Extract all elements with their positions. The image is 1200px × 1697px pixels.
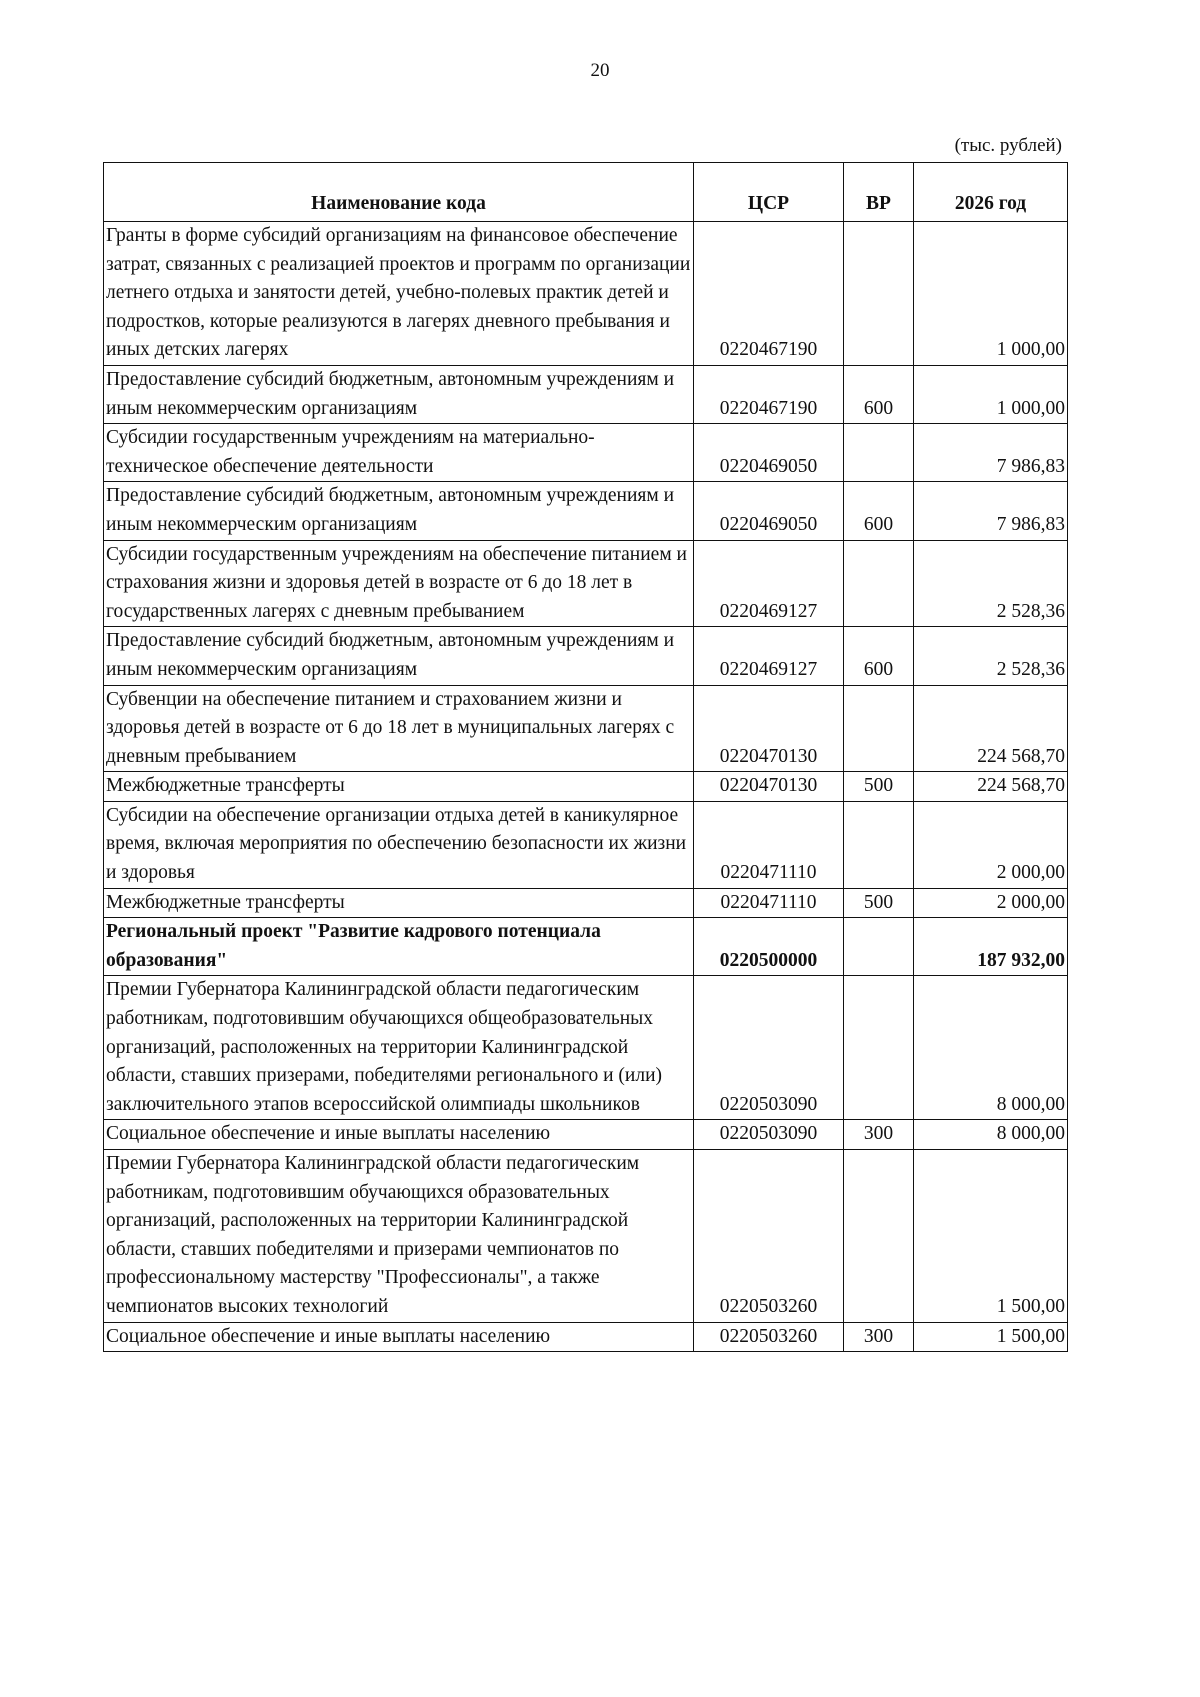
row-sum-cell: 7 986,83 bbox=[914, 424, 1068, 482]
table-row bbox=[104, 918, 1068, 976]
row-sum-cell: 2 000,00 bbox=[914, 801, 1068, 888]
row-vr-cell bbox=[844, 801, 914, 888]
row-csr-cell: 0220470130 bbox=[694, 685, 844, 772]
units-label: (тыс. рублей) bbox=[954, 135, 1062, 156]
row-vr-cell bbox=[844, 222, 914, 366]
row-csr-cell: 0220470130 bbox=[694, 772, 844, 802]
row-vr-cell bbox=[844, 540, 914, 627]
row-sum-cell: 2 528,36 bbox=[914, 627, 1068, 685]
row-sum-cell: 1 000,00 bbox=[914, 222, 1068, 366]
row-vr-cell: 500 bbox=[844, 888, 914, 918]
row-name-cell: Субвенции на обеспечение питанием и страхованием жизни и здоровья детей в возрасте от 6 до 18 лет в муниципальных лагерях с дневным пребыванием bbox=[104, 685, 694, 772]
table-row bbox=[104, 482, 1068, 540]
row-csr-cell: 0220503090 bbox=[694, 976, 844, 1120]
row-vr-cell: 600 bbox=[844, 482, 914, 540]
header-name: Наименование кода bbox=[104, 163, 694, 222]
table-row bbox=[104, 222, 1068, 366]
page-number: 20 bbox=[590, 60, 610, 81]
row-name-cell: Субсидии государственным учреждениям на материально-техническое обеспечение деятельности bbox=[104, 424, 694, 482]
row-vr-cell: 600 bbox=[844, 627, 914, 685]
row-csr-cell: 0220471110 bbox=[694, 801, 844, 888]
row-vr-cell bbox=[844, 685, 914, 772]
row-vr-cell: 500 bbox=[844, 772, 914, 802]
row-name-cell: Субсидии государственным учреждениям на обеспечение питанием и страхования жизни и здоровья детей в возрасте от 6 до 18 лет в государственных лагерях с дневным пребыванием bbox=[104, 540, 694, 627]
row-sum-cell: 1 500,00 bbox=[914, 1150, 1068, 1323]
table-row bbox=[104, 540, 1068, 627]
row-name-cell: Гранты в форме субсидий организациям на финансовое обеспечение затрат, связанных с реализацией проектов и программ по организации летнего отдыха и занятости детей, учебно-полевых практик детей и подростков, которые реализуются в лагерях дневного пребывания и иных детских лагерях bbox=[104, 222, 694, 366]
table-body bbox=[104, 222, 1068, 1352]
row-sum-cell: 1 000,00 bbox=[914, 365, 1068, 423]
row-csr-cell: 0220471110 bbox=[694, 888, 844, 918]
row-name-cell: Межбюджетные трансферты bbox=[104, 772, 694, 802]
row-sum-cell: 8 000,00 bbox=[914, 976, 1068, 1120]
row-name-cell: Предоставление субсидий бюджетным, автономным учреждениям и иным некоммерческим организациям bbox=[104, 627, 694, 685]
row-csr-cell: 0220467190 bbox=[694, 365, 844, 423]
table-row bbox=[104, 424, 1068, 482]
table-row bbox=[104, 685, 1068, 772]
table-row bbox=[104, 772, 1068, 802]
row-sum-cell: 224 568,70 bbox=[914, 685, 1068, 772]
row-name-cell: Региональный проект "Развитие кадрового потенциала образования" bbox=[104, 918, 694, 976]
table-header-row bbox=[104, 163, 1068, 222]
row-csr-cell: 0220503260 bbox=[694, 1150, 844, 1323]
header-csr: ЦСР bbox=[694, 163, 844, 222]
row-csr-cell: 0220467190 bbox=[694, 222, 844, 366]
row-vr-cell bbox=[844, 976, 914, 1120]
row-vr-cell: 300 bbox=[844, 1322, 914, 1352]
row-name-cell: Социальное обеспечение и иные выплаты населению bbox=[104, 1120, 694, 1150]
table-row bbox=[104, 801, 1068, 888]
row-name-cell: Премии Губернатора Калининградской области педагогическим работникам, подготовившим обучающихся образовательных организаций, расположенных на территории Калининградской области, ставших победителями и призерами чемпионатов по профессиональному мастерству "Профессионалы", а также чемпионатов высоких технологий bbox=[104, 1150, 694, 1323]
budget-table bbox=[103, 162, 1068, 1352]
row-name-cell: Премии Губернатора Калининградской области педагогическим работникам, подготовившим обучающихся общеобразовательных организаций, расположенных на территории Калининградской области, ставших призерами, победителями регионального и (или) заключительного этапов всероссийской олимпиады школьников bbox=[104, 976, 694, 1120]
row-csr-cell: 0220469127 bbox=[694, 627, 844, 685]
row-sum-cell: 224 568,70 bbox=[914, 772, 1068, 802]
table-row bbox=[104, 365, 1068, 423]
row-csr-cell: 0220469050 bbox=[694, 424, 844, 482]
table-row bbox=[104, 627, 1068, 685]
row-vr-cell: 600 bbox=[844, 365, 914, 423]
table-row bbox=[104, 976, 1068, 1120]
row-sum-cell: 1 500,00 bbox=[914, 1322, 1068, 1352]
row-csr-cell: 0220469050 bbox=[694, 482, 844, 540]
row-sum-cell: 2 528,36 bbox=[914, 540, 1068, 627]
row-name-cell: Социальное обеспечение и иные выплаты населению bbox=[104, 1322, 694, 1352]
row-name-cell: Предоставление субсидий бюджетным, автономным учреждениям и иным некоммерческим организациям bbox=[104, 482, 694, 540]
table-row bbox=[104, 888, 1068, 918]
row-name-cell: Предоставление субсидий бюджетным, автономным учреждениям и иным некоммерческим организациям bbox=[104, 365, 694, 423]
row-sum-cell: 7 986,83 bbox=[914, 482, 1068, 540]
header-vr: ВР bbox=[844, 163, 914, 222]
row-vr-cell bbox=[844, 1150, 914, 1323]
row-sum-cell: 8 000,00 bbox=[914, 1120, 1068, 1150]
row-vr-cell: 300 bbox=[844, 1120, 914, 1150]
row-csr-cell: 0220503260 bbox=[694, 1322, 844, 1352]
row-csr-cell: 0220500000 bbox=[694, 918, 844, 976]
row-csr-cell: 0220469127 bbox=[694, 540, 844, 627]
table-row bbox=[104, 1120, 1068, 1150]
row-name-cell: Субсидии на обеспечение организации отдыха детей в каникулярное время, включая мероприятия по обеспечению безопасности их жизни и здоровья bbox=[104, 801, 694, 888]
row-csr-cell: 0220503090 bbox=[694, 1120, 844, 1150]
row-vr-cell bbox=[844, 918, 914, 976]
table-row bbox=[104, 1150, 1068, 1323]
row-sum-cell: 187 932,00 bbox=[914, 918, 1068, 976]
table-row bbox=[104, 1322, 1068, 1352]
row-vr-cell bbox=[844, 424, 914, 482]
row-sum-cell: 2 000,00 bbox=[914, 888, 1068, 918]
row-name-cell: Межбюджетные трансферты bbox=[104, 888, 694, 918]
header-year: 2026 год bbox=[914, 163, 1068, 222]
